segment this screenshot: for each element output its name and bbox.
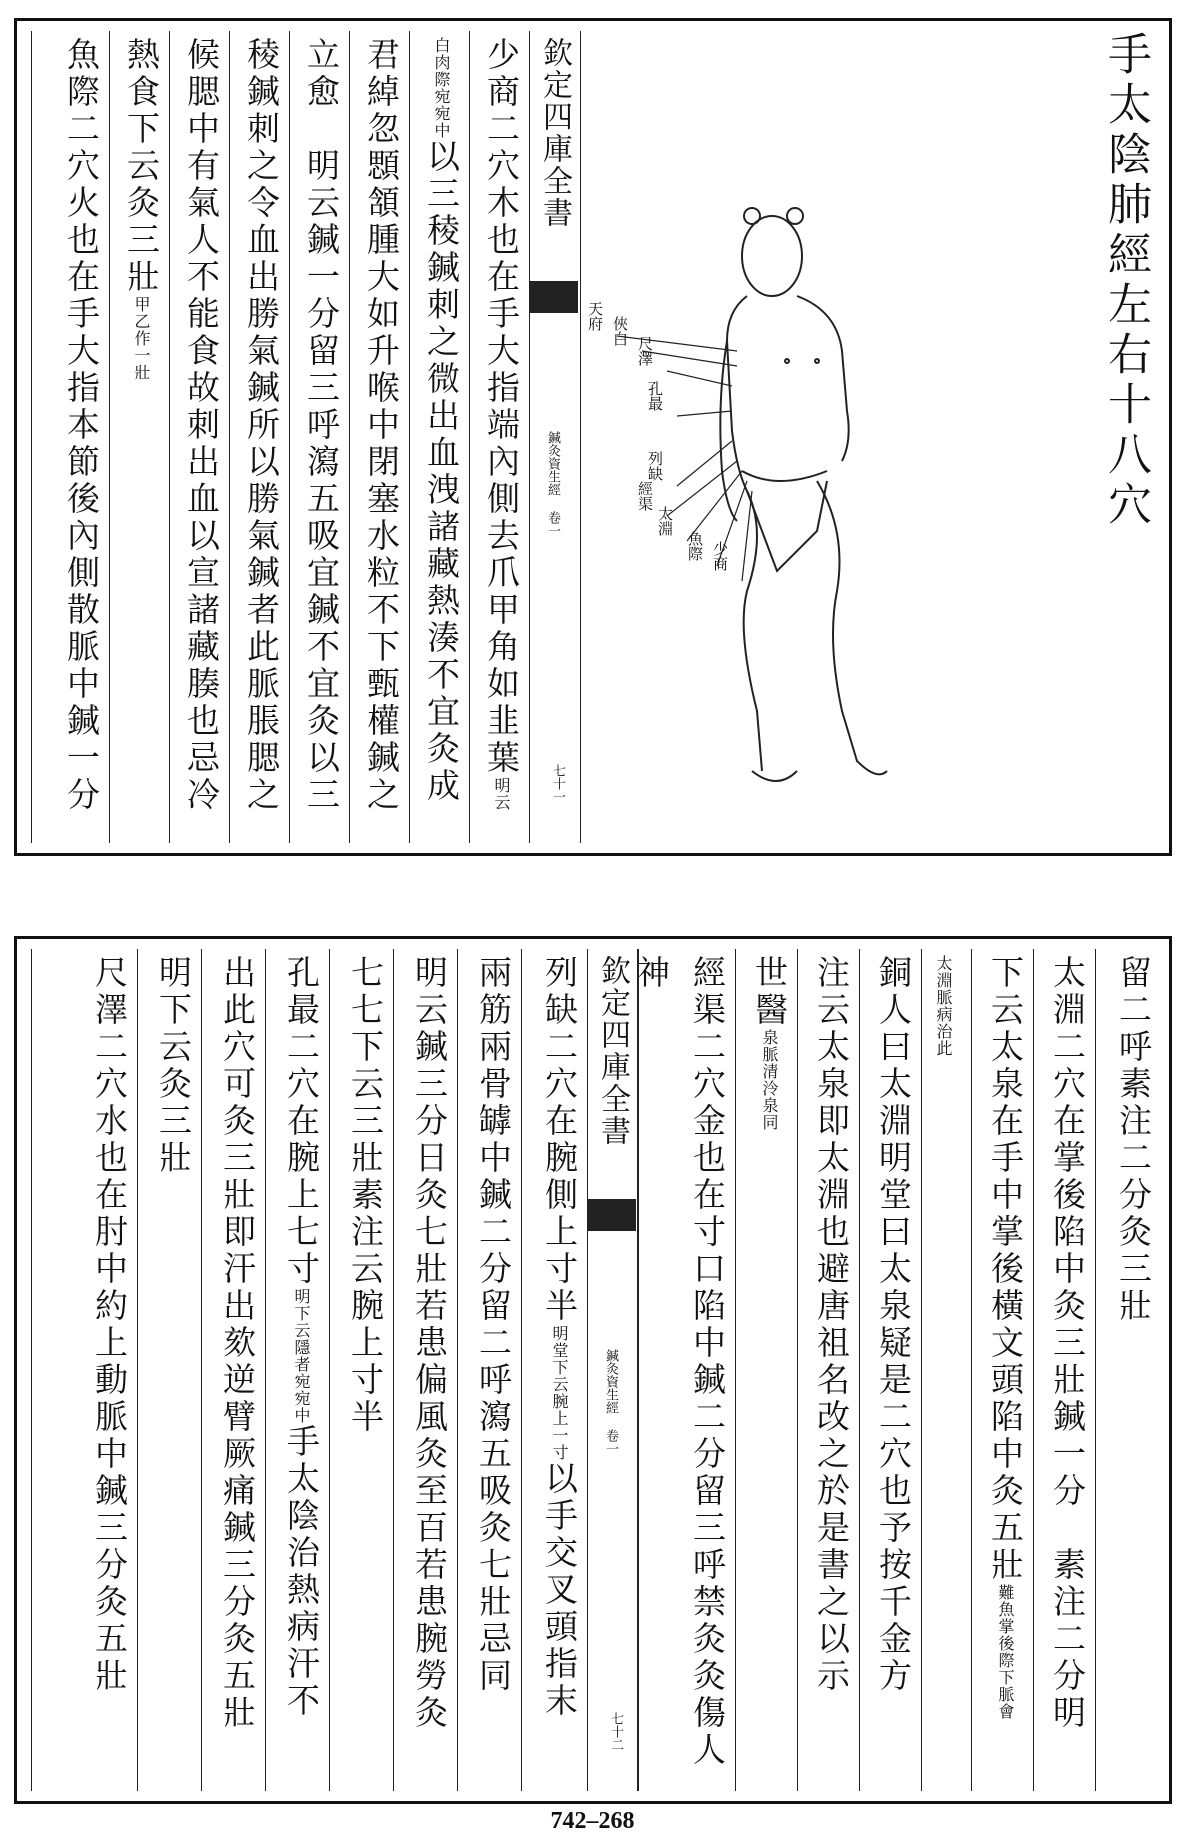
text-column: 少商二穴木也在手大指端內側去爪甲角如韭葉明云	[469, 31, 529, 843]
top-page	[14, 18, 1172, 856]
spine-title: 欽定四庫全書	[537, 37, 572, 229]
spine-page: 七十一	[550, 764, 565, 803]
spine-page: 七十二	[608, 1712, 623, 1751]
text-column: 兩筋兩骨罅中鍼二分留二呼瀉五吸灸七壯忌同	[457, 949, 521, 1791]
text-column: 立愈 明云鍼一分留三呼瀉五吸宜鍼不宜灸以三	[289, 31, 349, 843]
figure-label: 尺澤	[636, 336, 654, 366]
text-column: 出此穴可灸三壯即汗出欬逆臂厥痛鍼三分灸五壯	[201, 949, 265, 1791]
text-column: 世醫泉脈清泠泉同	[735, 949, 797, 1791]
text-column: 君綽忽顋頷腫大如升喉中閉塞水粒不下甄權鍼之	[349, 31, 409, 843]
text-column: 銅人曰太淵明堂曰太泉疑是二穴也予按千金方	[859, 949, 921, 1791]
text-column: 下云太泉在手中掌後橫文頭陷中灸五壯難魚掌後際下脈會	[971, 949, 1033, 1791]
figure-label: 俠白	[611, 316, 629, 346]
figure-label: 天府	[586, 301, 604, 331]
fish-tail-mark	[530, 281, 578, 313]
spine-book: 鍼灸資生經 卷一	[545, 431, 560, 537]
text-column: 注云太泉即太淵也避唐祖名改之於是書之以示	[797, 949, 859, 1791]
figure-label: 列缺	[646, 451, 664, 481]
figure-label: 孔最	[646, 381, 664, 411]
text-column: 稜鍼刺之令血出勝氣鍼所以勝氣鍼者此脈脹腮之	[229, 31, 289, 843]
text-column: 明下云灸三壯	[137, 949, 201, 1791]
meridian-figure	[557, 171, 1017, 811]
text-column: 經渠二穴金也在寸口陷中鍼二分留三呼禁灸灸傷人神	[637, 949, 735, 1791]
page-title: 手太陰肺經左右十八穴	[1100, 31, 1151, 531]
bottom-page	[14, 936, 1172, 1804]
page-number: 742–268	[550, 1808, 635, 1834]
text-column: 七七下云三壯素注云腕上寸半	[329, 949, 393, 1791]
text-column: 列缺二穴在腕側上寸半明堂下云腕上一寸以手交叉頭指末	[521, 949, 587, 1791]
figure-label: 魚際	[686, 531, 704, 561]
text-column: 太淵脈病治此	[921, 949, 971, 1791]
spine-book: 鍼灸資生經 卷一	[603, 1349, 618, 1455]
text-column: 孔最二穴在腕上七寸明下云隱者宛宛中手太陰治熱病汗不	[265, 949, 329, 1791]
text-column: 明云鍼三分日灸七壯若患偏風灸至百若患腕勞灸	[393, 949, 457, 1791]
spine	[587, 949, 639, 1791]
spine-title: 欽定四庫全書	[595, 955, 630, 1147]
fish-tail-mark	[588, 1199, 636, 1231]
text-column: 太淵二穴在掌後陷中灸三壯鍼一分 素注二分明	[1033, 949, 1095, 1791]
text-column: 候腮中有氣人不能食故刺出血以宣諸藏腠也忌冷	[169, 31, 229, 843]
text-column: 尺澤二穴水也在肘中約上動脈中鍼三分灸五壯	[31, 949, 137, 1791]
text-column: 魚際二穴火也在手大指本節後內側散脈中鍼一分	[31, 31, 109, 843]
spine	[529, 31, 581, 843]
text-column: 熱食下云灸三壯甲乙作一壯	[109, 31, 169, 843]
text-column: 留二呼素注二分灸三壯	[1095, 949, 1161, 1791]
figure-label: 太淵	[656, 506, 674, 536]
figure-label: 經渠	[636, 481, 654, 511]
text-column: 白肉際宛宛中以三稜鍼刺之微出血洩諸藏熱湊不宜灸成	[409, 31, 469, 843]
figure-label: 少商	[711, 541, 729, 571]
